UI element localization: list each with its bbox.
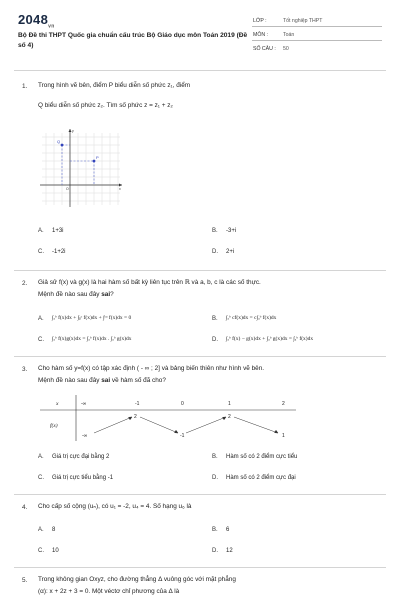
option-key[interactable]: B. [212,316,218,322]
count-label: SỐ CÂU : [253,46,276,52]
option-key[interactable]: B. [212,454,218,460]
question-2-line-2 [38,289,383,300]
option-text[interactable]: 10 [52,548,59,554]
fx-row-label: f(x) [50,423,58,429]
option-text[interactable]: 12 [226,548,233,554]
option-text[interactable]: 6 [226,527,230,533]
divider [252,40,382,41]
option-key[interactable]: A. [38,316,44,322]
question-1-line-2: Q biểu diễn số phức z₂. Tìm số phức z = z₁ + z₂ [38,102,173,109]
f-value: 2 [134,414,137,420]
option-key[interactable]: C. [38,548,44,554]
option-key[interactable]: C. [38,249,44,255]
option-text[interactable]: -3+i [226,228,237,234]
question-text: ? [110,291,114,298]
x-value: 1 [228,401,231,407]
x-value: 0 [181,401,184,407]
f-value: -∞ [82,433,88,439]
exam-title: Bộ Đề thi THPT Quốc gia chuẩn cấu trúc Bộ Giáo dục môn Toán 2019 (Đề số 4) [18,32,248,49]
subject-value: Toán [283,32,295,38]
option-text[interactable]: Giá trị cực đại bằng 2 [52,454,110,460]
option-key[interactable]: C. [38,337,44,343]
question-4-line: Cho cấp số cộng (uₙ), có u₁ = -2, u₄ = 4. Số hạng u₆ là [38,503,192,510]
option-key[interactable]: C. [38,475,44,481]
question-1-line-1: Trong hình vẽ bên, điểm P biểu diễn số phức z₁, điểm [38,82,191,89]
origin-label: O [66,187,69,191]
question-number: 5. [22,577,28,584]
count-value: 50 [283,46,289,52]
question-divider [14,270,386,271]
option-text[interactable]: ∫ₐᵇ f(x)dx + ∫ᵦᶜ f(x)dx + ∫ᶜᵃ f(x)dx = 0 [52,315,132,321]
option-text[interactable]: Giá trị cực tiểu bằng -1 [52,475,114,481]
point-p [93,160,96,163]
option-key[interactable]: D. [212,337,218,343]
question-text: về hàm số đã cho? [110,377,166,384]
option-text[interactable]: 1+3i [52,228,64,234]
site-logo[interactable] [18,12,55,30]
class-value: Tốt nghiệp THPT [283,18,323,24]
x-value: -1 [135,401,140,407]
question-number: 4. [22,504,28,511]
option-text[interactable]: 2+i [226,249,235,255]
option-key[interactable]: B. [212,228,218,234]
question-5-line-2: (α): x + 2z + 3 = 0. Một véctơ chỉ phương của Δ là [38,588,180,595]
question-3-line-2 [38,375,383,386]
variation-table [38,393,298,443]
x-axis-label: x [119,187,121,191]
question-number: 1. [22,83,28,90]
question-divider [14,494,386,495]
question-divider [14,567,386,568]
point-q [61,144,64,147]
f-value: 1 [282,433,285,439]
complex-plane-graph [38,127,124,209]
y-axis-label: y [72,129,74,133]
x-row-label: x [56,401,59,407]
question-5-line-1: Trong không gian Oxyz, cho đường thẳng Δ vuông góc với mặt phẳng [38,576,236,583]
question-number: 3. [22,366,28,373]
option-key[interactable]: A. [38,228,44,234]
divider [252,26,382,27]
question-text: Mệnh đề nào sau đây [38,291,102,298]
question-divider [14,356,386,357]
subject-label: MÔN : [253,32,268,38]
class-label: LỚP : [253,18,267,24]
option-key[interactable]: D. [212,249,218,255]
f-value: -1 [180,433,185,439]
option-key[interactable]: D. [212,475,218,481]
option-text[interactable]: ∫ₐᵇ f(x)g(x)dx = ∫ₐᵇ f(x)dx . ∫ₐᵇ g(x)dx [52,336,132,342]
emphasis-text: sai [101,377,111,384]
question-text: Mệnh đề nào sau đây [38,377,102,384]
question-3-line-1: Cho hàm số y=f(x) có tập xác định ( - ∞ ; 2] và bảng biến thiên như hình vẽ bên. [38,365,265,372]
option-text[interactable]: ∫ₐᵇ cf(x)dx = c∫ₐᵇ f(x)dx [226,315,277,321]
option-key[interactable]: A. [38,527,44,533]
option-key[interactable]: D. [212,548,218,554]
header-divider [14,70,386,71]
option-text[interactable]: -1+2i [52,249,66,255]
point-p-label: P [96,155,99,160]
option-text[interactable]: 8 [52,527,56,533]
question-2-line-1: Giả sử f(x) và g(x) là hai hàm số bất kỳ liên tục trên ℝ và a, b, c là các số thực. [38,279,261,286]
option-text[interactable]: ∫ₐᵇ f(x) − g(x)dx + ∫ₐᵇ g(x)dx = ∫ₐᵇ f(x)dx [226,336,314,342]
f-value: 2 [228,414,231,420]
emphasis-text: sai [101,291,111,298]
option-key[interactable]: B. [212,527,218,533]
question-number: 2. [22,280,28,287]
option-key[interactable]: A. [38,454,44,460]
option-text[interactable]: Hàm số có 2 điểm cực tiểu [226,454,298,460]
point-q-label: Q [57,139,61,144]
option-text[interactable]: Hàm số có 2 điểm cực đại [226,475,296,481]
x-value: 2 [282,401,285,407]
x-value: -∞ [81,401,87,407]
logo-text: 2048 [18,12,49,27]
logo-suffix: vn [48,23,55,30]
